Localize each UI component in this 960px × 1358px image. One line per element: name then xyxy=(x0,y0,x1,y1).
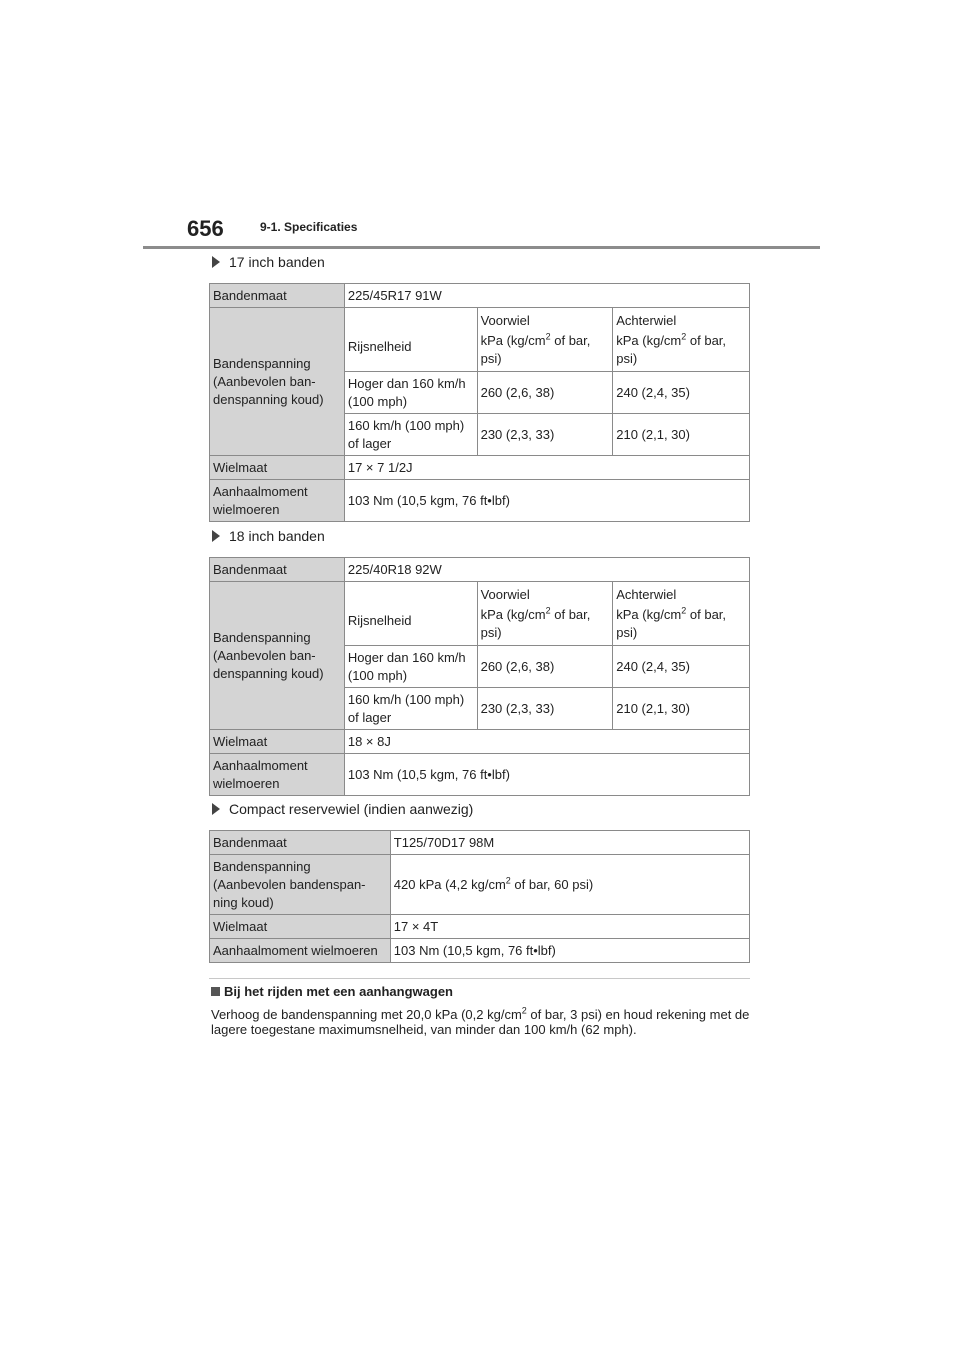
unit-text-end: of bar, psi) xyxy=(480,332,591,366)
torque-value: 103 Nm (10,5 kgm, 76 ft•lbf) xyxy=(344,480,749,522)
table-row xyxy=(210,558,750,582)
speed-high: Hoger dan 160 km/h (100 mph) xyxy=(344,646,477,688)
subheading-text: Compact reservewiel (indien aanwezig) xyxy=(229,801,474,817)
tire-size-value: T125/70D17 98M xyxy=(390,831,749,855)
table-row xyxy=(210,915,750,939)
torque-value: 103 Nm (10,5 kgm, 76 ft•lbf) xyxy=(344,754,749,796)
unit-superscript: 2 xyxy=(545,331,551,342)
speed-high: Hoger dan 160 km/h (100 mph) xyxy=(344,372,477,414)
unit-text: kPa (kg/cm xyxy=(616,332,682,348)
page-header xyxy=(143,212,820,249)
square-bullet-icon xyxy=(211,987,220,996)
rear-pressure-high: 240 (2,4, 35) xyxy=(613,372,750,414)
note-divider xyxy=(209,978,750,979)
unit-superscript: 2 xyxy=(545,605,551,616)
unit-superscript: 2 xyxy=(681,331,687,342)
tire-size-value: 225/40R18 92W xyxy=(344,558,749,582)
speed-low: 160 km/h (100 mph) of lager xyxy=(344,414,477,456)
front-pressure-low: 230 (2,3, 33) xyxy=(477,414,613,456)
note-text: Verhoog de bandenspanning met 20,0 kPa (0,2 kg/cm xyxy=(211,1007,522,1022)
front-header-title: Voorwiel xyxy=(480,312,530,328)
pressure-label: Bandenspanning (Aanbevolen bandenspan-ning koud) xyxy=(210,855,391,915)
rear-pressure-high: 240 (2,4, 35) xyxy=(613,646,750,688)
section-title: 9-1. Specificaties xyxy=(260,220,358,234)
tire-table-18-inch xyxy=(209,557,750,796)
rear-pressure-low: 210 (2,1, 30) xyxy=(613,688,750,730)
page-number: 656 xyxy=(187,216,224,241)
unit-text-end: of bar, psi) xyxy=(480,606,591,640)
wheel-size-label: Wielmaat xyxy=(210,456,345,480)
tire-size-label: Bandenmaat xyxy=(210,558,345,582)
tire-size-label: Bandenmaat xyxy=(210,284,345,308)
table-row xyxy=(210,456,750,480)
unit-text: kPa (kg/cm xyxy=(480,606,546,622)
speed-low: 160 km/h (100 mph) of lager xyxy=(344,688,477,730)
speed-header: Rijsnelheid xyxy=(344,308,477,372)
speed-header: Rijsnelheid xyxy=(344,582,477,646)
note-title xyxy=(211,984,453,999)
rear-header-title: Achterwiel xyxy=(616,586,677,602)
table-row xyxy=(210,308,750,372)
subheading-17-inch xyxy=(212,254,325,270)
pressure-text-end: of bar, 60 psi) xyxy=(510,876,594,892)
front-pressure-low: 230 (2,3, 33) xyxy=(477,688,613,730)
triangle-bullet-icon xyxy=(212,803,220,815)
torque-label: Aanhaalmoment wielmoeren xyxy=(210,939,391,963)
pressure-text: 420 kPa (4,2 kg/cm xyxy=(393,876,506,892)
unit-text-end: of bar, psi) xyxy=(616,606,727,640)
note-title-text: Bij het rijden met een aanhangwagen xyxy=(224,984,453,999)
wheel-size-value: 18 × 8J xyxy=(344,730,749,754)
front-pressure-high: 260 (2,6, 38) xyxy=(477,646,613,688)
note-body xyxy=(211,1007,756,1037)
table-row xyxy=(210,730,750,754)
front-pressure-high: 260 (2,6, 38) xyxy=(477,372,613,414)
table-row xyxy=(210,284,750,308)
note-text-end: of bar, 3 psi) en houd rekening met de lagere toegestane maximumsnelheid, van minder dan 100 km/h (62 mph). xyxy=(211,1007,750,1037)
unit-text: kPa (kg/cm xyxy=(616,606,682,622)
rear-pressure-low: 210 (2,1, 30) xyxy=(613,414,750,456)
wheel-size-value: 17 × 7 1/2J xyxy=(344,456,749,480)
triangle-bullet-icon xyxy=(212,256,220,268)
subheading-text: 17 inch banden xyxy=(229,254,325,270)
tire-size-value: 225/45R17 91W xyxy=(344,284,749,308)
rear-header xyxy=(613,582,750,646)
note-superscript: 2 xyxy=(521,1005,527,1016)
tire-table-compact-spare xyxy=(209,830,750,963)
triangle-bullet-icon xyxy=(212,530,220,542)
table-row xyxy=(210,939,750,963)
table-row xyxy=(210,831,750,855)
wheel-size-label: Wielmaat xyxy=(210,730,345,754)
subheading-18-inch xyxy=(212,528,325,544)
table-row xyxy=(210,480,750,522)
wheel-size-value: 17 × 4T xyxy=(390,915,749,939)
pressure-label: Bandenspanning (Aanbevolen ban-denspanning koud) xyxy=(210,308,345,456)
rear-header-title: Achterwiel xyxy=(616,312,677,328)
tire-size-label: Bandenmaat xyxy=(210,831,391,855)
rear-header xyxy=(613,308,750,372)
front-header xyxy=(477,308,613,372)
pressure-superscript: 2 xyxy=(505,875,511,886)
pressure-value xyxy=(390,855,749,915)
table-row xyxy=(210,754,750,796)
unit-text-end: of bar, psi) xyxy=(616,332,727,366)
subheading-text: 18 inch banden xyxy=(229,528,325,544)
torque-value: 103 Nm (10,5 kgm, 76 ft•lbf) xyxy=(390,939,749,963)
unit-text: kPa (kg/cm xyxy=(480,332,546,348)
torque-label: Aanhaalmoment wielmoeren xyxy=(210,754,345,796)
torque-label: Aanhaalmoment wielmoeren xyxy=(210,480,345,522)
subheading-compact-spare xyxy=(212,801,473,817)
unit-superscript: 2 xyxy=(681,605,687,616)
tire-table-17-inch xyxy=(209,283,750,522)
table-row xyxy=(210,855,750,915)
front-header-title: Voorwiel xyxy=(480,586,530,602)
wheel-size-label: Wielmaat xyxy=(210,915,391,939)
table-row xyxy=(210,582,750,646)
pressure-label: Bandenspanning (Aanbevolen ban-denspanning koud) xyxy=(210,582,345,730)
front-header xyxy=(477,582,613,646)
